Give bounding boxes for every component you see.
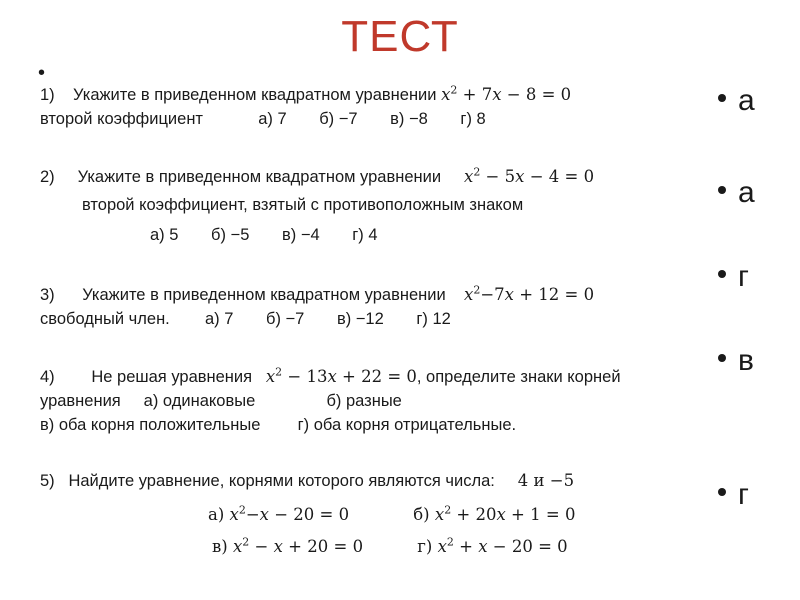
bullet-icon: • [38,62,46,84]
question-5 [40,470,574,492]
option-d: г) 8 [460,110,486,128]
question-subtext: уравнения [40,392,121,410]
page-title: ТЕСТ [341,12,459,61]
question-text: Укажите в приведенном квадратном уравнении [77,168,442,186]
question-2-options [150,224,406,246]
roots: 4 и −5 [517,471,575,490]
question-text: Не решая уравнения [91,368,253,386]
equation: $x^2 - 13x + 22 = 0$ [265,365,417,386]
option-b: б) −5 [211,226,250,244]
option-b: б) −7 [319,110,358,128]
question-text-after: , определите знаки корней [416,368,621,386]
question-number: 5) [40,472,55,490]
option-a: а) 7 [204,310,234,328]
question-5-row2 [212,536,568,558]
question-4-line3 [40,414,516,436]
question-text: Найдите уравнение, корнями которого являются числа: [68,472,495,490]
question-subtext: второй коэффициент, взятый с противоположным знаком [82,196,524,214]
bullet-icon [718,488,726,496]
bullet-icon [718,270,726,278]
question-number: 1) [40,86,55,104]
option-a: а) одинаковые [143,392,256,410]
answer-4: в [718,344,754,378]
question-2 [40,166,594,188]
option-d: г) оба корня отрицательные. [297,416,517,434]
option-d: г) 12 [416,310,451,328]
bullet-icon [718,94,726,102]
option-b: б) −7 [266,310,305,328]
answer-1: а [718,84,755,118]
question-text: Укажите в приведенном квадратном уравнении [82,286,446,304]
question-number: 4) [40,368,55,386]
equation: $x^2 + 7x - 8 = 0$ [441,83,572,104]
option-d: г) $x^2 + x - 20 = 0$ [417,535,568,556]
answer-3: г [718,260,749,294]
question-1 [40,84,571,106]
option-a: а) 7 [258,110,287,128]
option-b: б) $x^2 + 20x + 1 = 0$ [413,503,576,524]
option-d: г) 4 [352,226,378,244]
question-subtext: свободный член. [40,310,170,328]
question-number: 3) [40,286,55,304]
option-b: б) разные [326,392,402,410]
equation: $x^2 - 5x - 4 = 0$ [464,165,595,186]
question-1-line2 [40,108,514,130]
option-c: в) оба корня положительные [40,416,261,434]
question-3-line2 [40,308,479,330]
question-subtext: второй коэффициент [40,110,203,128]
bullet-icon [718,354,726,362]
option-c: в) −8 [390,110,428,128]
bullet-icon [718,186,726,194]
question-4 [40,366,621,388]
question-3 [40,284,594,306]
option-a: а) 5 [150,226,179,244]
option-c: в) −12 [336,310,384,328]
answer-2: а [718,176,755,210]
answer-5: г [718,478,749,512]
question-2-line2 [82,194,523,216]
question-text: Укажите в приведенном квадратном уравнении [73,86,437,104]
question-5-row1 [208,504,575,526]
equation: $x^2-7x + 12 = 0$ [464,283,595,304]
option-c: в) −4 [281,226,320,244]
question-4-line2 [40,390,402,412]
option-a: а) $x^2-x - 20 = 0$ [208,503,350,524]
question-number: 2) [40,168,55,186]
option-c: в) $x^2 - x + 20 = 0$ [212,535,364,556]
